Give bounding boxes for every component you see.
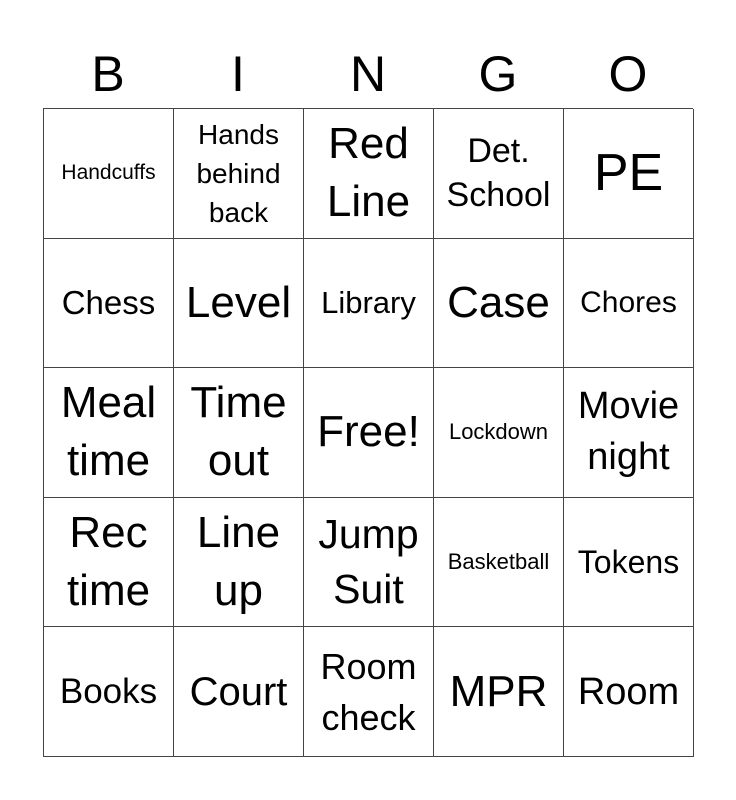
cell-label: Time out <box>190 378 287 486</box>
cell-label: Court <box>189 669 288 714</box>
bingo-cell[interactable] <box>434 109 564 239</box>
cell-label: Det. School <box>446 132 551 215</box>
cell-label: Free! <box>317 407 420 457</box>
header-letter-g: G <box>478 46 518 102</box>
bingo-cell[interactable] <box>304 109 434 239</box>
bingo-cell[interactable] <box>434 239 564 369</box>
bingo-cell[interactable] <box>304 627 434 757</box>
cell-label: Chess <box>61 284 156 322</box>
cell-label: Library <box>321 285 416 321</box>
bingo-cell[interactable] <box>434 368 564 498</box>
bingo-cell[interactable] <box>174 498 304 628</box>
cell-label: Jump Suit <box>318 511 419 613</box>
header-letter-b: B <box>91 46 125 102</box>
bingo-cell[interactable] <box>174 239 304 369</box>
bingo-cell[interactable] <box>434 627 564 757</box>
bingo-cell[interactable] <box>564 498 694 628</box>
header-letter-o: O <box>608 46 648 102</box>
bingo-cell[interactable] <box>304 239 434 369</box>
cell-label: Line up <box>196 508 281 616</box>
bingo-cell[interactable] <box>174 368 304 498</box>
cell-label: Red Line <box>326 119 411 227</box>
cell-label: PE <box>593 144 664 203</box>
bingo-cell[interactable] <box>44 368 174 498</box>
bingo-cell[interactable] <box>44 498 174 628</box>
cell-label: Meal time <box>60 378 157 486</box>
bingo-cell[interactable] <box>304 498 434 628</box>
cell-label: Level <box>185 277 292 327</box>
cell-label: MPR <box>449 666 548 716</box>
bingo-cell[interactable] <box>174 627 304 757</box>
cell-label: Movie night <box>577 385 680 479</box>
cell-label: Basketball <box>447 549 550 575</box>
bingo-cell[interactable] <box>44 239 174 369</box>
cell-label: Handcuffs <box>61 161 156 185</box>
bingo-board <box>43 108 693 757</box>
bingo-cell[interactable] <box>564 109 694 239</box>
cell-label: Books <box>59 672 158 712</box>
cell-label: Room check <box>320 645 417 738</box>
cell-label: Rec time <box>66 508 151 616</box>
cell-label: Tokens <box>577 543 680 580</box>
bingo-cell[interactable] <box>434 498 564 628</box>
bingo-cell[interactable] <box>564 239 694 369</box>
bingo-header <box>43 40 693 108</box>
header-letter-i: I <box>231 46 245 102</box>
bingo-cell[interactable] <box>564 368 694 498</box>
cell-label: Room <box>577 670 680 713</box>
cell-label: Case <box>447 277 550 327</box>
header-letter-n: N <box>349 46 387 102</box>
bingo-cell[interactable] <box>44 109 174 239</box>
cell-label: Chores <box>580 286 677 320</box>
bingo-cell[interactable] <box>174 109 304 239</box>
cell-label: Hands behind back <box>196 118 281 228</box>
bingo-cell[interactable] <box>304 368 434 498</box>
bingo-cell[interactable] <box>564 627 694 757</box>
bingo-cell[interactable] <box>44 627 174 757</box>
cell-label: Lockdown <box>448 419 549 445</box>
